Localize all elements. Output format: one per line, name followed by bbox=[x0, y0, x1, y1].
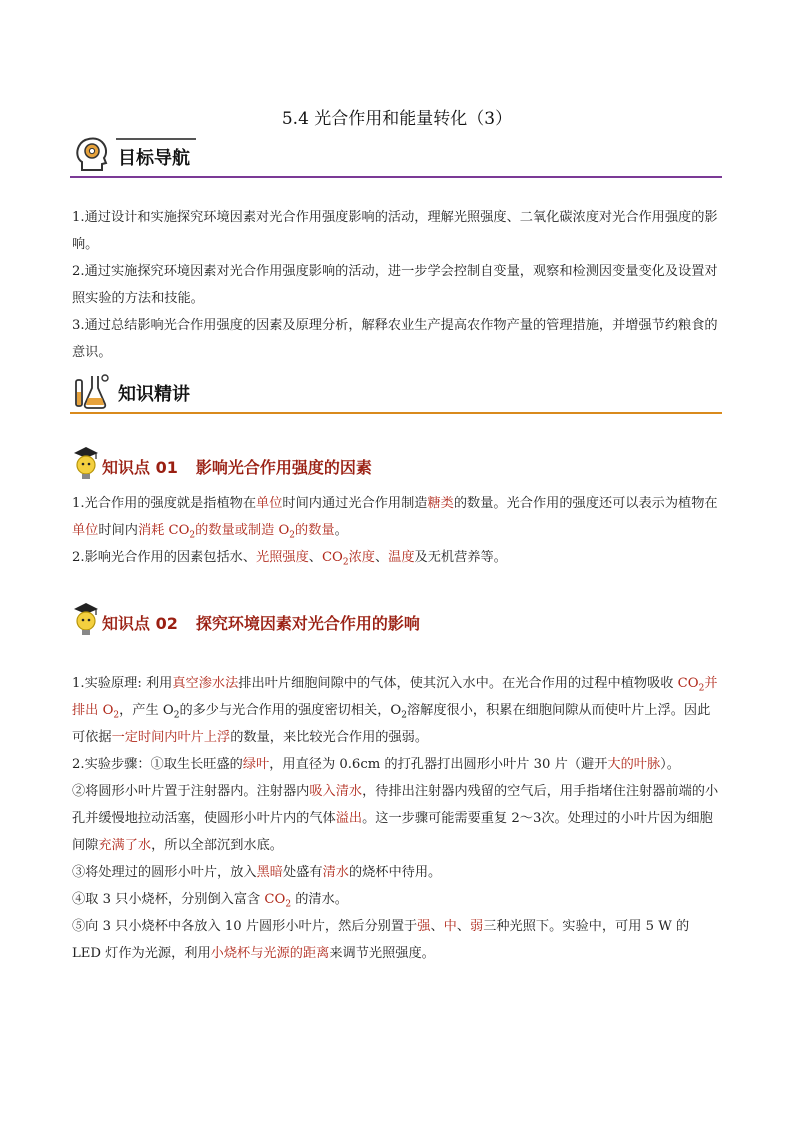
kp-number: 知识点 01 bbox=[102, 458, 178, 477]
kp1-paragraph-1: 1.光合作用的强度就是指植物在单位时间内通过光合作用制造糖类的数量。光合作用的强度还可以表示为植物在单位时间内消耗 $CO_2$的数量或制造 $O_2$的数量。 bbox=[72, 496, 718, 541]
kp1-content bbox=[72, 490, 722, 571]
header-accent-line bbox=[116, 138, 196, 140]
kp-title: 探究环境因素对光合作用的影响 bbox=[195, 614, 420, 633]
goal-item: 2.通过实施探究环境因素对光合作用强度影响的活动，进一步学会控制自变量，观察和检测因变量变化及设置对照实验的方法和技能。 bbox=[72, 264, 718, 306]
section-title-knowledge: 知识精讲 bbox=[118, 384, 190, 405]
goals-list bbox=[72, 204, 722, 366]
kp2-paragraph-5: ④取 3 只小烧杯，分别倒入富含 $CO_2$ 的清水。 bbox=[72, 892, 348, 910]
kp2-content bbox=[72, 670, 722, 967]
page-title: 5.4 光合作用和能量转化（3） bbox=[281, 109, 513, 129]
goal-item: 3.通过总结影响光合作用强度的因素及原理分析，解释农业生产提高农作物产量的管理措施，并增强节约粮食的意识。 bbox=[72, 318, 718, 360]
knowledge-point-01-header bbox=[72, 446, 722, 482]
section-title-goals: 目标导航 bbox=[118, 148, 190, 169]
kp2-paragraph-1: 1.实验原理: 利用真空渗水法排出叶片细胞间隙中的气体，使其沉入水中。在光合作用的过程中植物吸收 $CO_2$并排出 $O_2$，产生 $O_2$的多少与光合作用的强度密切相关，$O_2$溶解度很小，积累在细胞间隙从而使叶片上浮。因此可依据一定时间内叶片上浮的数量，来比较光合作用的强弱。 bbox=[72, 676, 718, 745]
section-header-knowledge bbox=[70, 370, 722, 414]
kp2-paragraph-3: ②将圆形小叶片置于注射器内。注射器内吸入清水，待排出注射器内残留的空气后，用手指堵住注射器前端的小孔并缓慢地拉动活塞，使圆形小叶片内的气体溢出。这一步骤可能需要重复 2～3次。处理过的小叶片因为细胞间隙充满了水，所以全部沉到水底。 bbox=[72, 784, 719, 853]
knowledge-point-02-header bbox=[72, 602, 722, 638]
graduate-bulb-icon bbox=[72, 446, 100, 480]
section-header-goals bbox=[70, 134, 722, 178]
kp2-paragraph-2: 2.实验步骤：①取生长旺盛的绿叶，用直径为 0.6cm 的打孔器打出圆形小叶片 30 片（避开大的叶脉）。 bbox=[72, 757, 680, 772]
kp-title: 影响光合作用强度的因素 bbox=[195, 458, 372, 477]
kp-number: 知识点 02 bbox=[102, 614, 178, 633]
flask-icon bbox=[72, 370, 112, 410]
head-gear-icon bbox=[72, 134, 112, 174]
section-divider bbox=[70, 176, 722, 178]
section-divider bbox=[70, 412, 722, 414]
goal-item: 1.通过设计和实施探究环境因素对光合作用强度影响的活动，理解光照强度、二氧化碳浓度对光合作用强度的影响。 bbox=[72, 210, 718, 252]
graduate-bulb-icon bbox=[72, 602, 100, 636]
kp2-paragraph-4: ③将处理过的圆形小叶片，放入黑暗处盛有清水的烧杯中待用。 bbox=[72, 865, 442, 880]
kp1-paragraph-2: 2.影响光合作用的因素包括水、光照强度、$CO_2$浓度、温度及无机营养等。 bbox=[72, 550, 507, 568]
kp2-paragraph-6: ⑤向 3 只小烧杯中各放入 10 片圆形小叶片，然后分别置于强、中、弱三种光照下。实验中，可用 5 W 的 LED 灯作为光源，利用小烧杯与光源的距离来调节光照强度。 bbox=[72, 919, 690, 961]
